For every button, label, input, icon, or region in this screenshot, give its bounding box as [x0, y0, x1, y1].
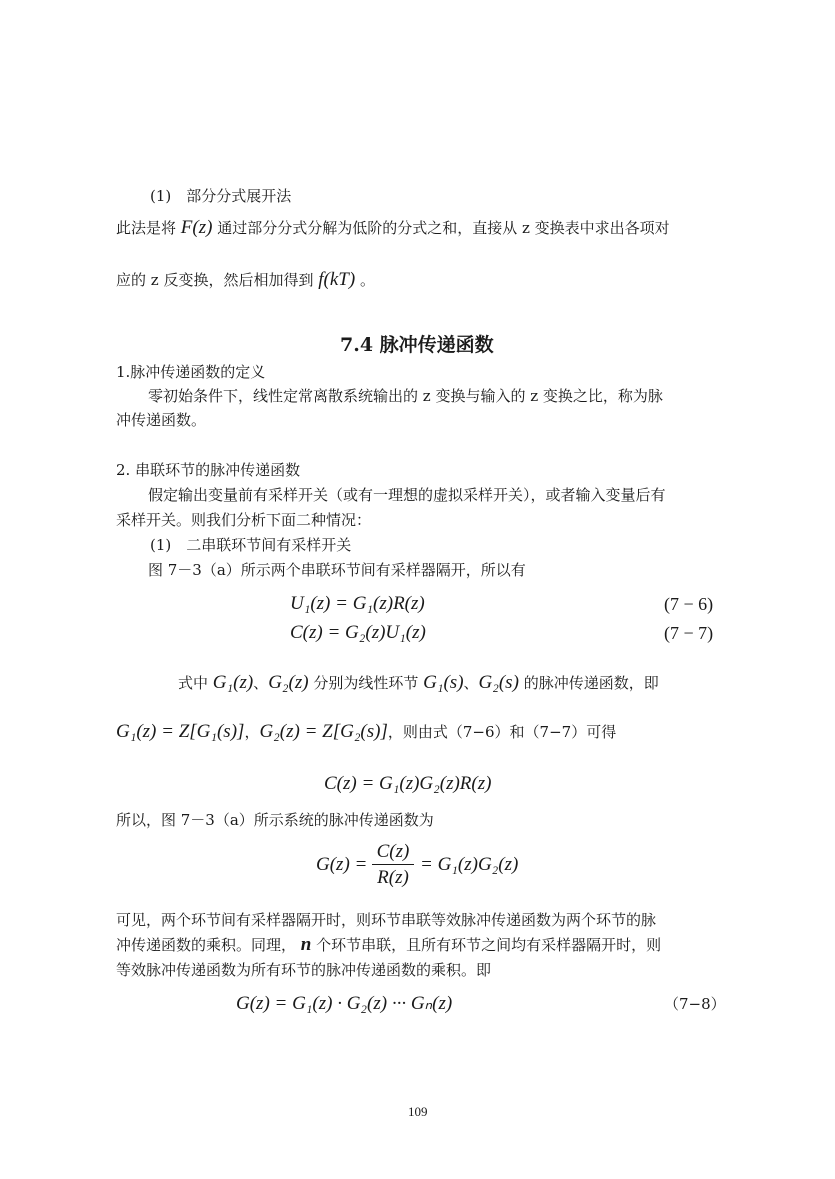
paragraph-line: 可见，两个环节间有采样器隔开时，则环节串联等效脉冲传递函数为两个环节的脉 — [116, 911, 657, 929]
paragraph-line: 等效脉冲传递函数为所有环节的脉冲传递函数的乘积。即 — [116, 961, 492, 979]
math-expression: G₂(z) = Z[G₂(s)] — [259, 721, 388, 742]
math-expression: G₁(z) = Z[G₁(s)] — [116, 721, 245, 742]
page-number: 109 — [408, 1104, 428, 1119]
paragraph-line — [116, 270, 375, 290]
equation-number: （7−8） — [664, 995, 726, 1013]
paragraph-line: 冲传递函数。 — [116, 411, 207, 429]
case-heading: (1) 二串联环节间有采样开关 — [150, 536, 352, 554]
text: 个环节串联，且所有环节之间均有采样器隔开时，则 — [316, 936, 662, 954]
math-expression: F(z) — [180, 217, 213, 238]
text: 应的 z 反变换，然后相加得到 — [116, 271, 314, 289]
text: 、 — [253, 674, 269, 692]
math-variable: n — [300, 934, 312, 955]
subsection-heading: 2. 串联环节的脉冲传递函数 — [116, 461, 301, 479]
equation: C(z) = G₁(z)G₂(z)R(z) — [324, 773, 492, 794]
paragraph-line: 假定输出变量前有采样开关（或有一理想的虚拟采样开关），或者输入变量后有 — [148, 486, 666, 504]
paragraph-line — [116, 722, 616, 742]
subsection-heading: 1.脉冲传递函数的定义 — [116, 363, 266, 381]
equation-number: (7 − 6) — [664, 594, 714, 614]
text: 式中 — [178, 674, 209, 692]
fraction-bar — [372, 864, 414, 865]
equation: U₁(z) = G₁(z)R(z) — [290, 593, 425, 614]
text: ， — [244, 723, 260, 741]
paragraph-line: 所以，图 7－3（a）所示系统的脉冲传递函数为 — [116, 811, 434, 829]
equation: C(z) = G₂(z)U₁(z) — [290, 622, 426, 643]
text: 的脉冲传递函数，即 — [523, 674, 659, 692]
text: 通过部分分式分解为低阶的分式之和，直接从 z 变换表中求出各项对 — [217, 219, 670, 237]
equation-rhs: = G₁(z)G₂(z) — [420, 854, 519, 875]
paragraph-line: 采样开关。则我们分析下面二种情况： — [116, 511, 372, 529]
math-expression: G₂(z) — [268, 672, 309, 693]
fraction-numerator: C(z) — [376, 841, 410, 862]
section-title: 7.4 脉冲传递函数 — [340, 334, 494, 356]
text: 。 — [359, 271, 375, 289]
paragraph-line — [116, 218, 670, 238]
paragraph-line — [178, 673, 659, 693]
text: 冲传递函数的乘积。同理， — [116, 936, 297, 954]
equation-number: (7 − 7) — [664, 623, 714, 643]
text: 此法是将 — [116, 219, 177, 237]
paragraph-line — [116, 935, 661, 955]
text: 、 — [463, 674, 479, 692]
math-expression: G₁(s) — [423, 672, 464, 693]
equation: G(z) = G₁(z) · G₂(z) ··· Gₙ(z) — [236, 993, 453, 1014]
subsection-heading: (1) 部分分式展开法 — [150, 187, 292, 205]
equation-lhs: G(z) = — [316, 854, 368, 875]
math-expression: G₁(z) — [212, 672, 254, 693]
paragraph-line: 零初始条件下，线性定常离散系统输出的 z 变换与输入的 z 变换之比，称为脉 — [148, 387, 663, 405]
math-expression: G₂(s) — [478, 672, 519, 693]
text: 分别为线性环节 — [313, 674, 419, 692]
math-expression: f(kT) — [318, 269, 356, 290]
fraction-denominator: R(z) — [377, 867, 409, 888]
paragraph-line: 图 7－3（a）所示两个串联环节间有采样器隔开，所以有 — [148, 561, 526, 579]
text: ，则由式（7−6）和（7−7）可得 — [387, 723, 617, 741]
